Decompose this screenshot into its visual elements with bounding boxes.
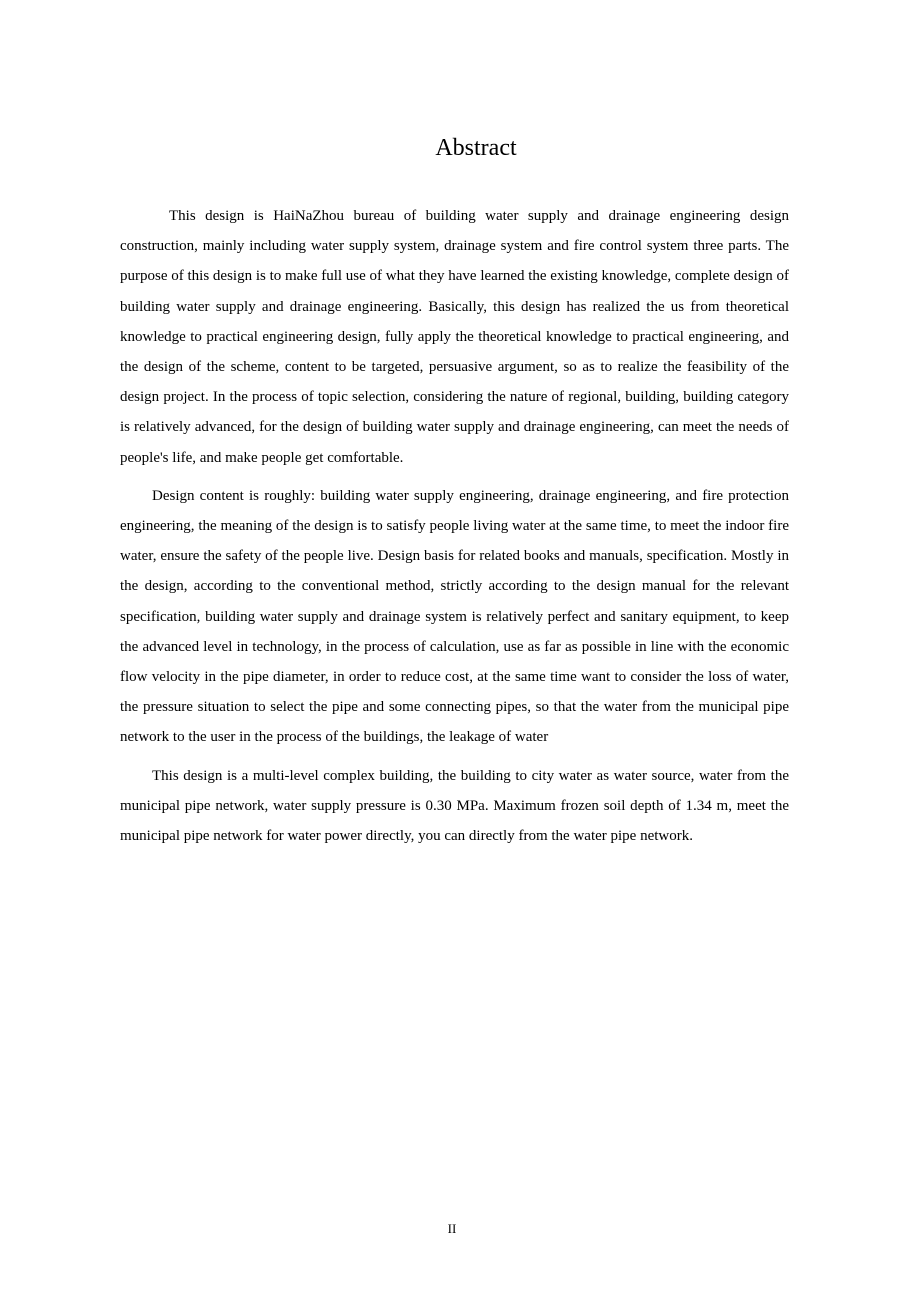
abstract-paragraph-1: This design is HaiNaZhou bureau of building water supply and drainage engineering design construction, mainly including water supply system, drainage system and fire control system three parts. The purpose of this design is to make full use of what they have learned the existing knowledge, complete design of building water supply and drainage engineering. Basically, this design has realized the us from theoretical knowledge to practical engineering design, fully apply the theoretical knowledge to practical engineering, and the design of the scheme, content to be targeted, persuasive argument, so as to realize the feasibility of the design project. In the process of topic selection, considering the nature of regional, building, building category is relatively advanced, for the design of building water supply and drainage engineering, can meet the needs of people's life, and make people get comfortable. [120,208,790,466]
page-number: II [447,1221,457,1236]
abstract-paragraph-3: This design is a multi-level complex building, the building to city water as water source, water from the municipal pipe network, water supply pressure is 0.30 MPa. Maximum frozen soil depth of 1.34 m, meet the municipal pipe network for water power directly, you can directly from the water pipe network. [120,767,789,845]
abstract-body [120,201,789,859]
abstract-paragraph-2: Design content is roughly: building water supply engineering, drainage engineering, and fire protection engineering, the meaning of the design is to satisfy people living water at the same time, to meet the indoor fire water, ensure the safety of the people live. Design basis for related books and manuals, specification. Mostly in the design, according to the conventional method, strictly according to the design manual for the relevant specification, building water supply and drainage system is relatively perfect and sanitary equipment, to keep the advanced level in technology, in the process of calculation, use as far as possible in line with the economic flow velocity in the pipe diameter, in order to reduce cost, at the same time want to consider the loss of water, the pressure situation to select the pipe and some connecting pipes, so that the water from the municipal pipe network to the user in the process of the buildings, the leakage of water [120,487,789,746]
abstract-title: Abstract [435,135,517,161]
